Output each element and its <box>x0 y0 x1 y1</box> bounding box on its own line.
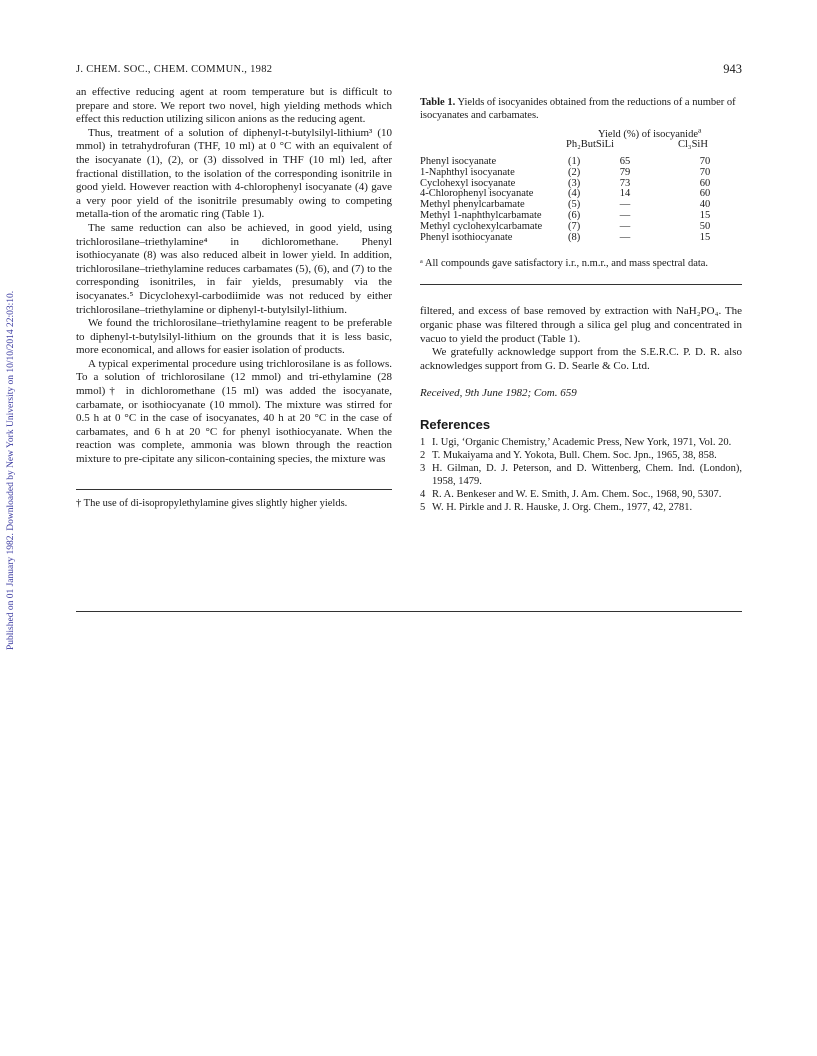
table-note-marker: a <box>698 125 702 135</box>
table-cell-compound: 1-Naphthyl isocyanate <box>420 166 515 178</box>
table-header-yield: Yield (%) of isocyanide$^a$ <box>598 125 702 140</box>
table-col-header-trichlorosilane: Cl₃SiH <box>678 139 708 150</box>
table-cell-yield-trichlorosilane: 15 <box>699 209 711 221</box>
paragraph: A typical experimental procedure using trichlorosilane is as follows. To a solution of trichlorosilane (12 mmol) and tri-ethylamine (28 mmol)† in dichloromethane (15 ml) was added the isocyanate, carbamate, or isothiocyanate (10 mmol). The mixture was stirred for 0.5 h at 0 °C in the case of isocyanates, 40 h at 20 °C in the case of carbamates, and 6 h at 20 °C for phenyl isothiocyanate. When the reaction was complete, ammonia was blown through the reaction mixture to pre-cipitate any silicon-containing species, the mixture was <box>76 357 392 466</box>
right-column <box>420 86 742 514</box>
paragraph: Thus, treatment of a solution of diphenyl-t-butylsilyl-lithium³ (10 mmol) in tetrahydrofuran (THF, 10 ml) at 0 °C with an equivalent of the isocyanate (1), (2), or (3) dissolved in THF (10 ml) led, after fractional distillation, to the isolation of the corresponding isonitrile in good yield. However reaction with 4-chlorophenyl isocyanate (4) gave a very poor yield of the isonitrile presumably owing to competing metalla-tion of the aromatic ring (Table 1). <box>76 126 392 221</box>
table-header <box>420 125 742 157</box>
left-column <box>76 86 392 510</box>
reference-item <box>420 449 742 462</box>
table-cell-compound: 4-Chlorophenyl isocyanate <box>420 188 534 200</box>
table-cell-yield-silyllithium: — <box>619 209 631 221</box>
table-bottom-rule <box>420 284 742 285</box>
table-cell-yield-trichlorosilane: 70 <box>699 156 711 167</box>
table-cell-compound: Methyl 1-naphthylcarbamate <box>420 209 542 221</box>
table-cell-number: (5) <box>568 199 581 211</box>
paragraph: We found the trichlorosilane–triethylamine reagent to be preferable to diphenyl-t-butylsilyl-lithium on the grounds that it is less basic, more economical, and allows for easier isolation of products. <box>76 317 392 357</box>
reference-text: H. Gilman, D. J. Peterson, and D. Wittenberg, Chem. Ind. (London), 1958, 1479. <box>432 462 742 487</box>
table-cell-yield-trichlorosilane: 50 <box>699 220 711 232</box>
table-cell-compound: Methyl phenylcarbamate <box>420 199 525 211</box>
table-cell-yield-silyllithium: 14 <box>619 188 631 200</box>
footnote: † The use of di-isopropylethylamine gives slightly higher yields. <box>76 497 348 509</box>
table-row <box>420 233 742 244</box>
table-label: Table 1. <box>420 97 456 108</box>
reference-number: 1 <box>420 436 426 448</box>
table-caption-text: Yields of isocyanides obtained from the reductions of a number of isocyanates and carbamates. <box>420 97 736 121</box>
table-caption <box>420 96 742 122</box>
table-cell-number: (3) <box>568 177 581 189</box>
table-cell-yield-trichlorosilane: 15 <box>699 231 711 243</box>
table-cell-number: (8) <box>568 231 581 243</box>
bottom-rule <box>76 611 742 612</box>
download-watermark: Published on 01 January 1982. Downloaded by New York University on 10/10/2014 22:03:10. <box>6 290 16 650</box>
table-body <box>420 157 742 243</box>
table-cell-number: (1) <box>568 156 581 167</box>
table-cell-compound: Cyclohexyl isocyanate <box>420 177 516 189</box>
table-cell-yield-silyllithium: — <box>619 231 631 243</box>
table-row <box>420 222 742 233</box>
table-cell-yield-trichlorosilane: 60 <box>699 188 711 200</box>
paragraph: We gratefully acknowledge support from the S.E.R.C. P. D. R. also acknowledges support from G. D. Searle & Co. Ltd. <box>420 346 742 372</box>
reference-number: 5 <box>420 501 426 513</box>
paragraph: an effective reducing agent at room temperature but is difficult to prepare and store. We report two novel, high yielding methods which effect this reduction utilizing silicon anions as the reducing agent. <box>76 86 392 126</box>
table-cell-yield-silyllithium: — <box>619 220 631 232</box>
table-cell-compound: Methyl cyclohexylcarbamate <box>420 220 543 232</box>
table-cell-number: (2) <box>568 166 581 178</box>
table-cell-number: (4) <box>568 188 581 200</box>
reference-number: 2 <box>420 449 426 461</box>
table-cell-yield-silyllithium: 73 <box>619 177 631 189</box>
table-cell-number: (7) <box>568 220 581 232</box>
footnote-divider <box>76 489 392 490</box>
reference-item <box>420 462 742 488</box>
references-title: References <box>420 416 491 432</box>
reference-text: W. H. Pirkle and J. R. Hauske, J. Org. Chem., 1977, 42, 2781. <box>432 501 693 513</box>
table-col-header-silyllithium: Ph₂ButSiLi <box>566 139 615 150</box>
references-list <box>420 436 742 514</box>
reference-text: I. Ugi, ‘Organic Chemistry,’ Academic Press, New York, 1971, Vol. 20. <box>432 436 732 448</box>
table-cell-yield-trichlorosilane: 70 <box>699 166 711 178</box>
table-cell-yield-trichlorosilane: 40 <box>699 199 711 211</box>
running-head: J. CHEM. SOC., CHEM. COMMUN., 1982 <box>76 64 273 75</box>
reference-number: 3 <box>420 462 426 474</box>
table-cell-yield-silyllithium: 79 <box>619 166 631 178</box>
reference-item <box>420 488 742 501</box>
reference-number: 4 <box>420 488 426 500</box>
reference-item <box>420 436 742 449</box>
table-cell-yield-trichlorosilane: 60 <box>699 177 711 189</box>
table-cell-number: (6) <box>568 209 581 221</box>
page-number: 943 <box>723 62 742 76</box>
table-cell-yield-silyllithium: 65 <box>619 156 631 167</box>
table-note: ᵃ All compounds gave satisfactory i.r., n.m.r., and mass spectral data. <box>420 258 709 270</box>
reference-text: R. A. Benkeser and W. E. Smith, J. Am. Chem. Soc., 1968, 90, 5307. <box>432 488 722 500</box>
reference-item <box>420 501 742 514</box>
table-cell-compound: Phenyl isothiocyanate <box>420 231 513 243</box>
table-cell-compound: Phenyl isocyanate <box>420 156 497 167</box>
paragraph: filtered, and excess of base removed by extraction with NaH₂PO₄. The organic phase was filtered through a silica gel plug and concentrated in vacuo to yield the product (Table 1). <box>420 305 742 345</box>
table-row <box>420 168 742 179</box>
reference-text: T. Mukaiyama and Y. Yokota, Bull. Chem. Soc. Jpn., 1965, 38, 858. <box>432 449 717 461</box>
table-cell-yield-silyllithium: — <box>619 199 631 211</box>
received-line: Received, 9th June 1982; Com. 659 <box>420 387 577 400</box>
paragraph: The same reduction can also be achieved, in good yield, using trichlorosilane–triethylamine⁴ in dichloromethane. Phenyl isothiocyanate (8) was also reduced albeit in lower yield. In addition, trichlorosilane–triethylamine reduces carbamates (5), (6), and (7) to the corresponding isonitriles, in fair yields, presumably via the isocyanates.⁵ Dicyclohexyl-carbodiimide was not reduced by either trichlorosilane–triethylamine or diphenyl-t-butylsilyl-lithium. <box>76 221 392 316</box>
